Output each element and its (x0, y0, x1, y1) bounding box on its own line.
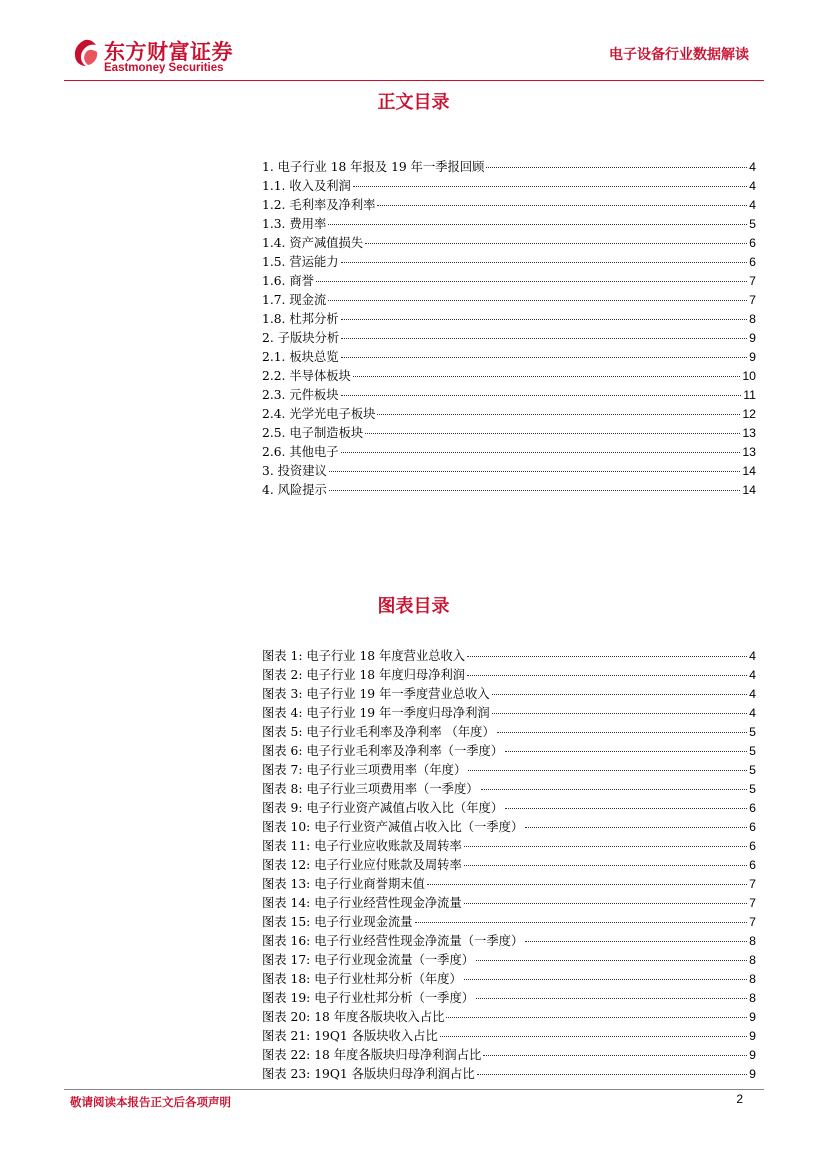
toc-entry-label: 1.2. 毛利率及净利率 (262, 198, 376, 212)
figure-entry[interactable] (262, 685, 756, 704)
figure-entry-page: 9 (749, 1067, 756, 1081)
page-number: 2 (736, 1092, 743, 1106)
figure-entry-label: 图表 23: 19Q1 各版块归母净利润占比 (262, 1067, 475, 1081)
dot-leader (328, 224, 747, 225)
figure-entry[interactable] (262, 742, 756, 761)
toc-entry-page: 13 (742, 445, 756, 459)
figure-entry-page: 9 (749, 1048, 756, 1062)
figure-entry-label: 图表 6: 电子行业毛利率及净利率（一季度） (262, 744, 504, 758)
eastmoney-logo (70, 36, 250, 80)
figure-entry[interactable] (262, 837, 756, 856)
dot-leader (464, 979, 747, 980)
dot-leader (477, 1074, 748, 1075)
toc-entry-page: 9 (749, 331, 756, 345)
dot-leader (329, 490, 740, 491)
figure-entry-label: 图表 19: 电子行业杜邦分析（一季度） (262, 991, 475, 1005)
dot-leader (415, 922, 748, 923)
toc-entry-page: 4 (749, 160, 756, 174)
page-header (0, 0, 827, 90)
figure-entry-label: 图表 17: 电子行业现金流量（一季度） (262, 953, 475, 967)
dot-leader (353, 376, 740, 377)
toc-entry[interactable] (262, 462, 756, 481)
toc-entry-label: 2.2. 半导体板块 (262, 369, 351, 383)
dot-leader (525, 827, 747, 828)
toc-entry[interactable] (262, 234, 756, 253)
dot-leader (440, 1036, 747, 1037)
toc-entry-page: 4 (749, 198, 756, 212)
figure-entry[interactable] (262, 932, 756, 951)
figure-entry-label: 图表 5: 电子行业毛利率及净利率 （年度） (262, 725, 495, 739)
figure-entry[interactable] (262, 913, 756, 932)
figure-entry[interactable] (262, 818, 756, 837)
figure-entry-label: 图表 12: 电子行业应付账款及周转率 (262, 858, 462, 872)
header-divider (64, 80, 764, 81)
figure-entry-label: 图表 20: 18 年度各版块收入占比 (262, 1010, 445, 1024)
disclaimer-note: 敬请阅读本报告正文后各项声明 (70, 1095, 231, 1109)
dot-leader (341, 357, 748, 358)
figure-entry[interactable] (262, 951, 756, 970)
dot-leader (464, 865, 747, 866)
figure-entry-page: 8 (749, 953, 756, 967)
figure-entry-label: 图表 9: 电子行业资产减值占收入比（年度） (262, 801, 504, 815)
toc-entry-page: 13 (742, 426, 756, 440)
figure-entry-page: 6 (749, 839, 756, 853)
figure-entry-label: 图表 21: 19Q1 各版块收入占比 (262, 1029, 438, 1043)
toc-entry-label: 2.5. 电子制造板块 (262, 426, 364, 440)
toc-entry[interactable] (262, 348, 756, 367)
figure-entry-label: 图表 22: 18 年度各版块归母净利润占比 (262, 1048, 482, 1062)
toc-entry-label: 1. 电子行业 18 年报及 19 年一季报回顾 (262, 160, 485, 174)
figure-entry-page: 4 (749, 687, 756, 701)
dot-leader (365, 243, 747, 244)
figure-entry[interactable] (262, 1008, 756, 1027)
figure-entry-page: 4 (749, 668, 756, 682)
figure-entry-label: 图表 18: 电子行业杜邦分析（年度） (262, 972, 462, 986)
dot-leader (481, 789, 748, 790)
figure-entry-label: 图表 11: 电子行业应收账款及周转率 (262, 839, 462, 853)
figure-entry-label: 图表 13: 电子行业商誉期末值 (262, 877, 425, 891)
toc-entry-page: 4 (749, 179, 756, 193)
toc-entry-page: 14 (742, 483, 756, 497)
figure-entry-label: 图表 15: 电子行业现金流量 (262, 915, 413, 929)
figure-entry-page: 5 (749, 763, 756, 777)
toc-entry[interactable] (262, 291, 756, 310)
figure-entry[interactable] (262, 647, 756, 666)
figure-entry-page: 7 (749, 877, 756, 891)
toc-entry-page: 8 (749, 312, 756, 326)
table-of-contents (262, 158, 756, 500)
figure-list-title: 图表目录 (377, 596, 450, 617)
dot-leader (316, 281, 747, 282)
figure-entry[interactable] (262, 1046, 756, 1065)
figure-entry-label: 图表 16: 电子行业经营性现金净流量（一季度） (262, 934, 524, 948)
figure-entry[interactable] (262, 875, 756, 894)
toc-entry[interactable] (262, 253, 756, 272)
figure-entry[interactable] (262, 666, 756, 685)
dot-leader (427, 884, 747, 885)
dot-leader (377, 205, 747, 206)
toc-entry-page: 5 (749, 217, 756, 231)
toc-entry[interactable] (262, 215, 756, 234)
logo-chinese-name: 东方财富证券 (104, 40, 233, 64)
figure-entry[interactable] (262, 723, 756, 742)
toc-entry[interactable] (262, 196, 756, 215)
figure-entry-page: 5 (749, 782, 756, 796)
figure-entry[interactable] (262, 894, 756, 913)
toc-entry-label: 2.6. 其他电子 (262, 445, 339, 459)
dot-leader (492, 713, 747, 714)
figure-entry[interactable] (262, 799, 756, 818)
report-type-label: 电子设备行业数据解读 (609, 47, 749, 63)
figure-entry-page: 6 (749, 801, 756, 815)
toc-entry-label: 1.1. 收入及利润 (262, 179, 351, 193)
figure-list (262, 647, 756, 1084)
dot-leader (467, 656, 747, 657)
toc-entry-page: 9 (749, 350, 756, 364)
figure-entry-label: 图表 4: 电子行业 19 年一季度归母净利润 (262, 706, 490, 720)
figure-entry-label: 图表 2: 电子行业 18 年度归母净利润 (262, 668, 466, 682)
toc-entry-label: 1.7. 现金流 (262, 293, 327, 307)
toc-entry[interactable] (262, 177, 756, 196)
figure-entry-label: 图表 1: 电子行业 18 年度营业总收入 (262, 649, 466, 663)
figure-entry[interactable] (262, 970, 756, 989)
dot-leader (365, 433, 740, 434)
dot-leader (341, 338, 747, 339)
toc-entry[interactable] (262, 329, 756, 348)
figure-entry-page: 9 (749, 1029, 756, 1043)
figure-entry[interactable] (262, 989, 756, 1008)
toc-entry[interactable] (262, 272, 756, 291)
dot-leader (464, 903, 747, 904)
figure-entry-label: 图表 8: 电子行业三项费用率（一季度） (262, 782, 479, 796)
dot-leader (467, 675, 747, 676)
toc-entry-page: 7 (749, 293, 756, 307)
figure-entry-page: 7 (749, 915, 756, 929)
figure-entry-label: 图表 10: 电子行业资产减值占收入比（一季度） (262, 820, 524, 834)
dot-leader (446, 1017, 747, 1018)
toc-entry-label: 1.8. 杜邦分析 (262, 312, 339, 326)
figure-entry-page: 9 (749, 1010, 756, 1024)
figure-entry[interactable] (262, 780, 756, 799)
logo-english-name: Eastmoney Securities (104, 62, 224, 74)
dot-leader (329, 471, 740, 472)
toc-entry-page: 14 (742, 464, 756, 478)
toc-title: 正文目录 (377, 92, 450, 113)
toc-entry[interactable] (262, 310, 756, 329)
toc-entry-label: 1.4. 资产减值损失 (262, 236, 364, 250)
dot-leader (341, 452, 741, 453)
dot-leader (486, 167, 747, 168)
figure-entry-page: 6 (749, 858, 756, 872)
toc-entry-page: 7 (749, 274, 756, 288)
toc-entry-label: 1.3. 费用率 (262, 217, 327, 231)
toc-entry-label: 3. 投资建议 (262, 464, 327, 478)
figure-entry-page: 4 (749, 706, 756, 720)
toc-entry[interactable] (262, 367, 756, 386)
toc-entry-page: 11 (743, 388, 756, 402)
dot-leader (497, 732, 747, 733)
figure-entry[interactable] (262, 761, 756, 780)
figure-entry[interactable] (262, 856, 756, 875)
dot-leader (525, 941, 747, 942)
dot-leader (341, 319, 748, 320)
figure-entry-page: 8 (749, 972, 756, 986)
toc-entry-page: 10 (742, 369, 756, 383)
dot-leader (492, 694, 747, 695)
dot-leader (505, 751, 747, 752)
dot-leader (468, 770, 747, 771)
toc-entry-label: 4. 风险提示 (262, 483, 327, 497)
toc-entry-page: 6 (749, 236, 756, 250)
dot-leader (505, 808, 747, 809)
toc-entry[interactable] (262, 481, 756, 500)
dot-leader (341, 395, 742, 396)
figure-entry-page: 5 (749, 725, 756, 739)
figure-entry-page: 4 (749, 649, 756, 663)
toc-entry-page: 6 (749, 255, 756, 269)
figure-entry[interactable] (262, 1065, 756, 1084)
toc-entry-page: 12 (742, 407, 756, 421)
figure-entry[interactable] (262, 704, 756, 723)
toc-entry[interactable] (262, 386, 756, 405)
dot-leader (464, 846, 747, 847)
figure-entry-label: 图表 3: 电子行业 19 年一季度营业总收入 (262, 687, 490, 701)
figure-entry-page: 8 (749, 991, 756, 1005)
figure-entry-page: 6 (749, 820, 756, 834)
dot-leader (377, 414, 740, 415)
toc-entry-label: 2.4. 光学光电子板块 (262, 407, 376, 421)
dot-leader (476, 960, 747, 961)
figure-entry-page: 8 (749, 934, 756, 948)
toc-entry[interactable] (262, 443, 756, 462)
figure-entry-page: 5 (749, 744, 756, 758)
dot-leader (476, 998, 747, 999)
footer-divider (64, 1089, 764, 1090)
toc-entry[interactable] (262, 424, 756, 443)
figure-entry-page: 7 (749, 896, 756, 910)
toc-entry-label: 2.3. 元件板块 (262, 388, 339, 402)
eastmoney-logo-icon (70, 38, 100, 68)
toc-entry[interactable] (262, 158, 756, 177)
dot-leader (328, 300, 747, 301)
toc-entry-label: 1.5. 营运能力 (262, 255, 339, 269)
dot-leader (353, 186, 747, 187)
toc-entry-label: 1.6. 商誉 (262, 274, 314, 288)
toc-entry-label: 2.1. 板块总览 (262, 350, 339, 364)
figure-entry[interactable] (262, 1027, 756, 1046)
toc-entry[interactable] (262, 405, 756, 424)
dot-leader (483, 1055, 747, 1056)
dot-leader (341, 262, 748, 263)
figure-entry-label: 图表 7: 电子行业三项费用率（年度） (262, 763, 467, 777)
toc-entry-label: 2. 子版块分析 (262, 331, 340, 345)
figure-entry-label: 图表 14: 电子行业经营性现金净流量 (262, 896, 462, 910)
